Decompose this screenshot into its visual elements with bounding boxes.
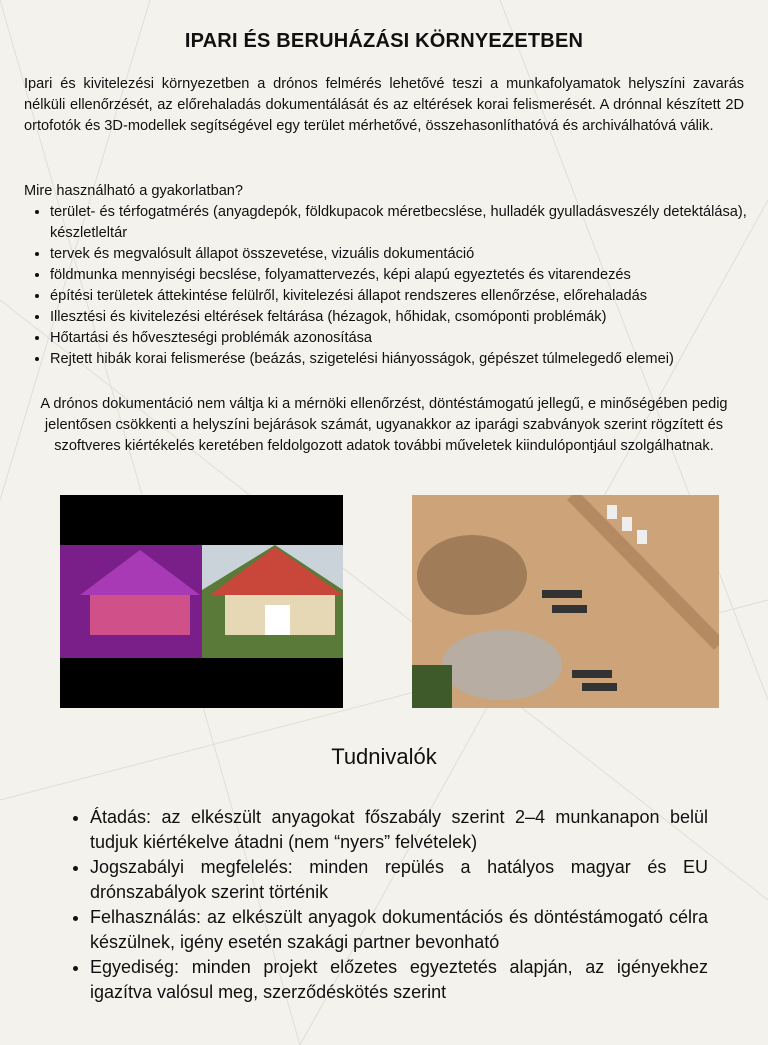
info-section [70, 805, 708, 1005]
list-item: • Egyediség: minden projekt előzetes egyeztetés alapján, az igényekhez igazítva valósul meg, szerződéskötés szerint [90, 955, 708, 1005]
thermal-house-image [60, 495, 343, 708]
list-item: • Átadás: az elkészült anyagokat főszabály szerint 2–4 munkanapon belül tudjuk kiértékelve átadni (nem “nyers” felvételek) [90, 805, 708, 855]
list-item: • Rejtett hibák korai felismerése (beázás, szigetelési hiányosságok, gépészet túlmelegedő elemei) [50, 349, 754, 370]
uses-section [24, 181, 754, 370]
list-item: • Illesztési és kivitelezési eltérések feltárása (hézagok, hőhidak, csomóponti problémák) [50, 307, 754, 328]
list-item: • földmunka mennyiségi becslése, folyamattervezés, képi alapú egyeztetés és vitarendezés [50, 265, 754, 286]
info-heading: Tudnivalók [331, 744, 437, 769]
uses-heading: Mire használható a gyakorlatban? [24, 183, 244, 199]
list-item: • Jogszabályi megfelelés: minden repülés a hatályos magyar és EU drónszabályok szerint történik [90, 855, 708, 905]
page-title: IPARI ÉS BERUHÁZÁSI KÖRNYEZETBEN [184, 30, 584, 52]
list-item: • tervek és megvalósult állapot összevetése, vizuális dokumentáció [50, 244, 754, 265]
intro-paragraph: Ipari és kivitelezési környezetben a drónos felmérés lehetővé teszi a munkafolyamatok helyszíni zavarás nélküli ellenőrzését, az előrehaladás dokumentálását és az eltérések korai felismerését. A drónnal készített 2D ortofotók és 3D-modellek segítségével egy terület mérhetővé, összehasonlíthatóvá és archiválhatóvá válik. [24, 76, 744, 134]
construction-site-image [412, 495, 719, 708]
list-item: • Hőtartási és hőveszteségi problémák azonosítása [50, 328, 754, 349]
list-item: • Felhasználás: az elkészült anyagok dokumentációs és döntéstámogató célra készülnek, igény esetén szakági partner bevonható [90, 905, 708, 955]
list-item: • építési területek áttekintése felülről, kivitelezési állapot rendszeres ellenőrzése, előrehaladás [50, 286, 754, 307]
list-item: • terület- és térfogatmérés (anyagdepók, földkupacok méretbecslése, hulladék gyulladásveszély detektálása), készletleltár [50, 202, 754, 244]
note-paragraph: A drónos dokumentáció nem váltja ki a mérnöki ellenőrzést, döntéstámogatú jellegű, e minőségében pedig jelentősen csökkenti a helyszíni bejárások számát, ugyanakkor az iparági szabványok szerint rögzített és szoftveres kiértékelés keretében feldolgozott adatok további műveletek kiindulópontjául szolgálhatnak. [40, 396, 728, 454]
